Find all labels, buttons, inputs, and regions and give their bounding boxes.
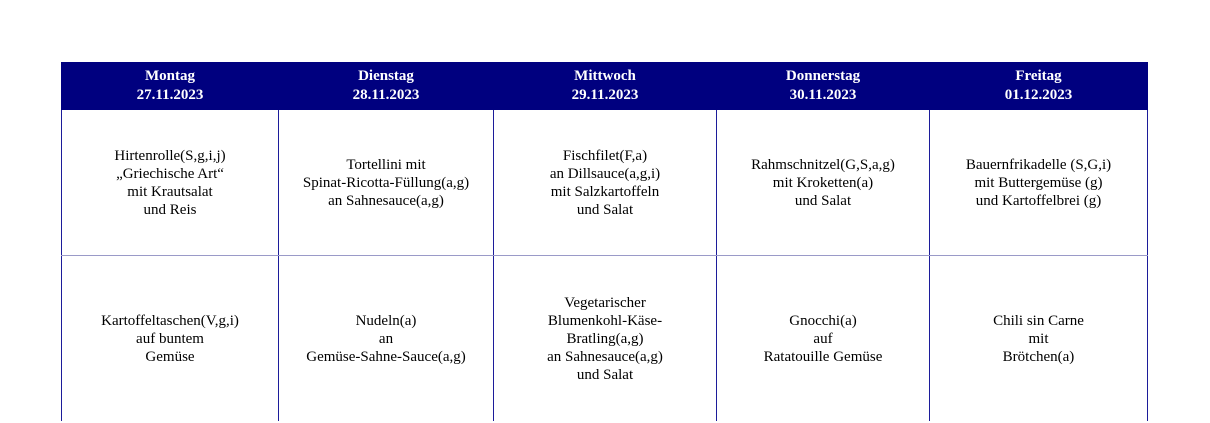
dish-line: mit Buttergemüse (g) [974, 174, 1103, 191]
dish-line: Gnocchi(a) [789, 312, 857, 329]
dish-line: Brötchen(a) [1002, 348, 1075, 365]
dish-line: mit Krautsalat [127, 183, 213, 200]
day-date: 28.11.2023 [352, 87, 420, 103]
dish-line: Kartoffeltaschen(V,g,i) [101, 312, 239, 329]
dish-line: mit Kroketten(a) [772, 174, 874, 191]
day-name: Dienstag [358, 68, 414, 84]
dish-line: auf [813, 330, 833, 347]
dish-line: und Reis [143, 201, 197, 218]
day-header-montag [62, 62, 279, 110]
dish-cell [62, 256, 279, 422]
dish-cell [717, 256, 930, 422]
dish-line: Bratling(a,g) [566, 330, 644, 347]
day-date: 29.11.2023 [571, 87, 639, 103]
dish-line: an [378, 330, 394, 347]
dish-line: Ratatouille Gemüse [763, 348, 883, 365]
dish-cell [279, 110, 494, 256]
day-name: Donnerstag [785, 68, 861, 84]
dish-line: Spinat-Ricotta-Füllung(a,g) [302, 174, 470, 191]
menu-row-2 [62, 256, 1148, 422]
dish-line: Gemüse-Sahne-Sauce(a,g) [306, 348, 466, 365]
weekly-menu-table [61, 62, 1148, 421]
dish-line: und Kartoffelbrei (g) [975, 192, 1102, 209]
dish-line: an Sahnesauce(a,g) [547, 348, 663, 365]
dish-line: Bauernfrikadelle (S,G,i) [965, 156, 1112, 173]
dish-line: Gemüse [145, 348, 195, 365]
dish-line: und Salat [576, 366, 634, 383]
dish-cell [930, 256, 1148, 422]
dish-line: Fischfilet(F,a) [562, 147, 648, 164]
day-header-freitag [930, 62, 1148, 110]
dish-cell [279, 256, 494, 422]
dish-cell [717, 110, 930, 256]
day-date: 01.12.2023 [1004, 87, 1073, 103]
day-date: 27.11.2023 [136, 87, 204, 103]
dish-line: Tortellini mit [346, 156, 426, 173]
day-name: Freitag [1015, 68, 1062, 84]
dish-line: Chili sin Carne [993, 312, 1084, 329]
dish-line: an Dillsauce(a,g,i) [549, 165, 661, 182]
dish-cell [930, 110, 1148, 256]
day-header-dienstag [279, 62, 494, 110]
dish-line: Blumenkohl-Käse- [547, 312, 663, 329]
dish-line: und Salat [576, 201, 634, 218]
dish-cell [62, 110, 279, 256]
dish-cell [494, 256, 717, 422]
day-header-donnerstag [717, 62, 930, 110]
menu-header-row [62, 62, 1148, 110]
day-name: Mittwoch [574, 68, 636, 84]
dish-line: Hirtenrolle(S,g,i,j) [114, 147, 226, 164]
dish-line: Vegetarischer [564, 294, 646, 311]
dish-line: mit Salzkartoffeln [550, 183, 660, 200]
day-date: 30.11.2023 [789, 87, 857, 103]
day-header-mittwoch [494, 62, 717, 110]
day-name: Montag [145, 68, 195, 84]
dish-line: Nudeln(a) [355, 312, 417, 329]
dish-line: und Salat [794, 192, 852, 209]
dish-line: Rahmschnitzel(G,S,a,g) [751, 156, 895, 173]
dish-cell [494, 110, 717, 256]
dish-line: an Sahnesauce(a,g) [328, 192, 444, 209]
menu-row-1 [62, 110, 1148, 256]
dish-line: auf buntem [136, 330, 204, 347]
dish-line: „Griechische Art“ [116, 165, 224, 182]
dish-line: mit [1028, 330, 1049, 347]
